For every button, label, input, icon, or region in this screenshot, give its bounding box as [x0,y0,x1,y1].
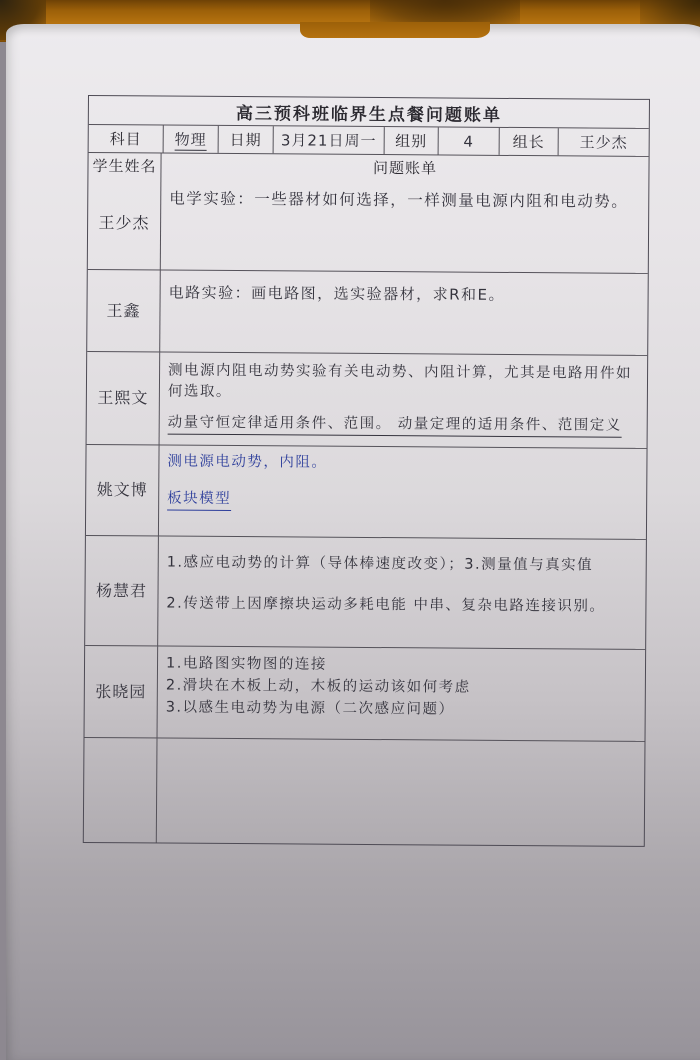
handwritten-line: 1.电路图实物图的连接 [165,655,327,673]
handwritten-line: 电学实验：一些器材如何选择，一样测量电源内阻和电动势。 [169,189,629,211]
student-name-cell [84,738,157,843]
student-name-header: 学生姓名 [92,156,157,175]
handwritten-line: 测电源电动势，内阻。 [167,453,328,471]
leader-label: 组长 [499,128,558,155]
handwritten-line: 板块模型 [167,489,231,511]
problem-bill-header: 问题账单 [160,154,648,181]
problem-cell [156,738,645,845]
date-value: 3月21日周一 [273,126,384,154]
table-row [84,737,645,846]
table-row [85,535,646,649]
handwritten-line: 1.感应电动势的计算（导体棒速度改变）；3.测量值与真实值 [166,554,594,574]
meta-row [89,124,649,156]
date-label: 日期 [218,126,273,153]
table-row [88,177,649,273]
page-title: 高三预科班临界生点餐问题账单 [235,103,502,126]
group-value: 4 [438,127,499,154]
handwritten-line: 2.传送带上因摩擦块运动多耗电能 中串、复杂电路连接识别。 [166,595,606,615]
table-title-row [89,96,649,128]
student-name-cell: 王少杰 [98,213,150,233]
problem-cell [159,271,648,355]
table-row [87,269,648,355]
problem-cell [157,646,646,740]
problem-cell [158,446,647,539]
table-row [86,444,647,539]
subheader-row [88,152,648,181]
student-name-cell: 王鑫 [106,300,141,320]
problem-cell [157,536,646,648]
handwritten-line: 测电源内阻电动势实验有关电动势、内阻计算，尤其是电路用件如何选取。 [167,362,633,401]
table-row [87,351,648,448]
group-label: 组别 [384,127,438,154]
handwritten-line: 2.滑块在木板上动，木板的运动该如何考虑 [165,677,471,696]
paper-top-edge [300,22,490,38]
handwritten-line: 3.以感生电动势为电源（二次感应问题） [165,699,455,718]
student-name-cell: 张晓园 [95,681,147,701]
handwritten-line: 动量守恒定律适用条件、范围。 动量定理的适用条件、范围定义 [168,413,622,438]
student-name-cell: 杨慧君 [95,580,148,600]
subject-label: 科目 [109,130,142,149]
subject-value: 物理 [174,130,207,149]
table-row [85,645,646,741]
problem-cell [160,178,649,273]
student-name-cell: 姚文博 [96,480,148,500]
student-rows [84,177,649,846]
problem-bill-table [83,95,650,847]
student-name-cell: 王熙文 [97,388,149,408]
leader-value: 王少杰 [558,128,649,156]
problem-cell [159,353,648,448]
handwritten-line: 电路实验：画电路图，选实验器材，求R和E。 [168,283,506,304]
